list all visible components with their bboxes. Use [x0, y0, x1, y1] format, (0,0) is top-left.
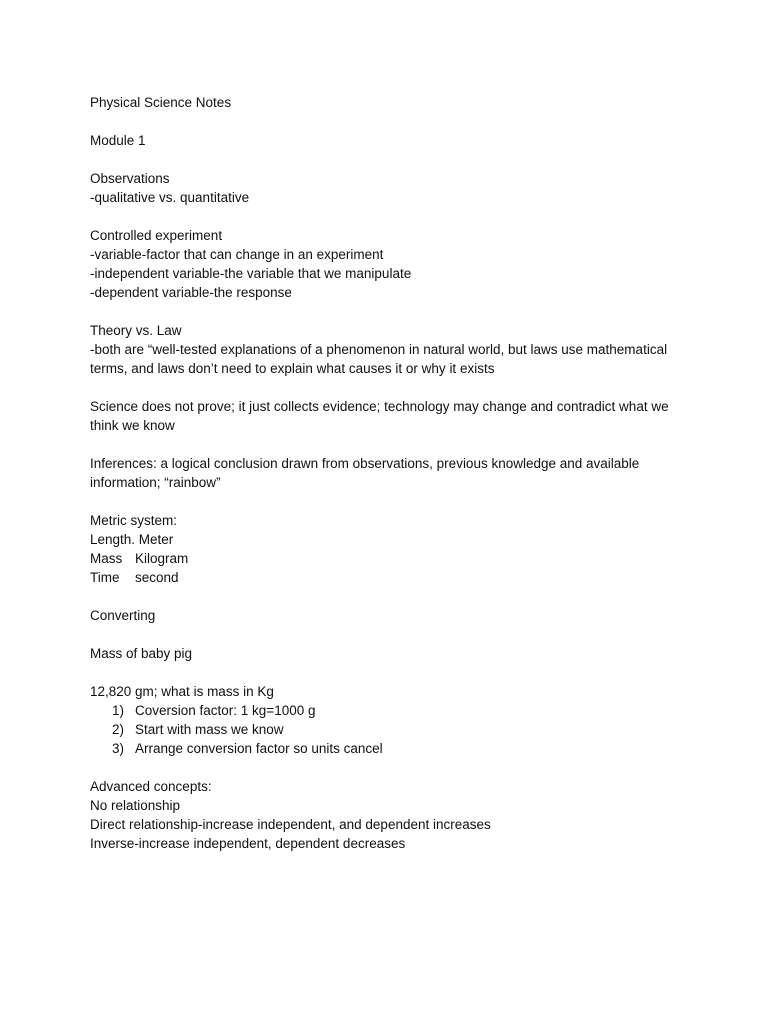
spacer	[90, 587, 680, 606]
spacer	[90, 663, 680, 682]
list-item	[90, 720, 680, 739]
theory-law-text: -both are “well-tested explanations of a phenomenon in natural world, but laws use mathematical terms, and laws don’t need to explain what causes it or why it exists	[90, 342, 668, 376]
step-number: 1)	[112, 703, 125, 718]
controlled-experiment-item: -dependent variable-the response	[90, 285, 292, 300]
spacer	[90, 625, 680, 644]
step-text: Coversion factor: 1 kg=1000 g	[135, 703, 316, 718]
step-number: 2)	[112, 722, 125, 737]
metric-row-label: Mass	[90, 551, 123, 566]
converting-heading: Converting	[90, 608, 156, 623]
metric-row	[90, 568, 680, 587]
step-number: 3)	[112, 741, 125, 756]
document-body	[90, 93, 680, 853]
controlled-experiment-item: -variable-factor that can change in an experiment	[90, 247, 384, 262]
metric-length: Length. Meter	[90, 532, 174, 547]
metric-row	[90, 549, 680, 568]
advanced-item: Direct relationship-increase independent, and dependent increases	[90, 817, 491, 832]
advanced-item: No relationship	[90, 798, 181, 813]
spacer	[90, 302, 680, 321]
controlled-experiment-heading: Controlled experiment	[90, 228, 223, 243]
step-text: Arrange conversion factor so units cancel	[135, 741, 383, 756]
advanced-heading: Advanced concepts:	[90, 779, 212, 794]
observations-heading: Observations	[90, 171, 170, 186]
example-title: Mass of baby pig	[90, 646, 193, 661]
metric-row-label: Time	[90, 570, 120, 585]
spacer	[90, 758, 680, 777]
step-text: Start with mass we know	[135, 722, 284, 737]
inferences-note: Inferences: a logical conclusion drawn from observations, previous knowledge and available information; “rainbow”	[90, 456, 640, 490]
spacer	[90, 492, 680, 511]
metric-row-value: Kilogram	[135, 551, 189, 566]
conversion-steps-list	[90, 701, 680, 758]
observations-item: -qualitative vs. quantitative	[90, 190, 250, 205]
spacer	[90, 378, 680, 397]
example-question: 12,820 gm; what is mass in Kg	[90, 684, 274, 699]
document-title: Physical Science Notes	[90, 95, 232, 110]
metric-row-value: second	[135, 570, 179, 585]
science-note: Science does not prove; it just collects evidence; technology may change and contradict what we think we know	[90, 399, 669, 433]
spacer	[90, 435, 680, 454]
advanced-item: Inverse-increase independent, dependent decreases	[90, 836, 406, 851]
list-item	[90, 701, 680, 720]
theory-law-heading: Theory vs. Law	[90, 323, 182, 338]
module-heading: Module 1	[90, 133, 146, 148]
metric-heading: Metric system:	[90, 513, 178, 528]
spacer	[90, 150, 680, 169]
list-item	[90, 739, 680, 758]
controlled-experiment-item: -independent variable-the variable that we manipulate	[90, 266, 412, 281]
spacer	[90, 207, 680, 226]
spacer	[90, 112, 680, 131]
